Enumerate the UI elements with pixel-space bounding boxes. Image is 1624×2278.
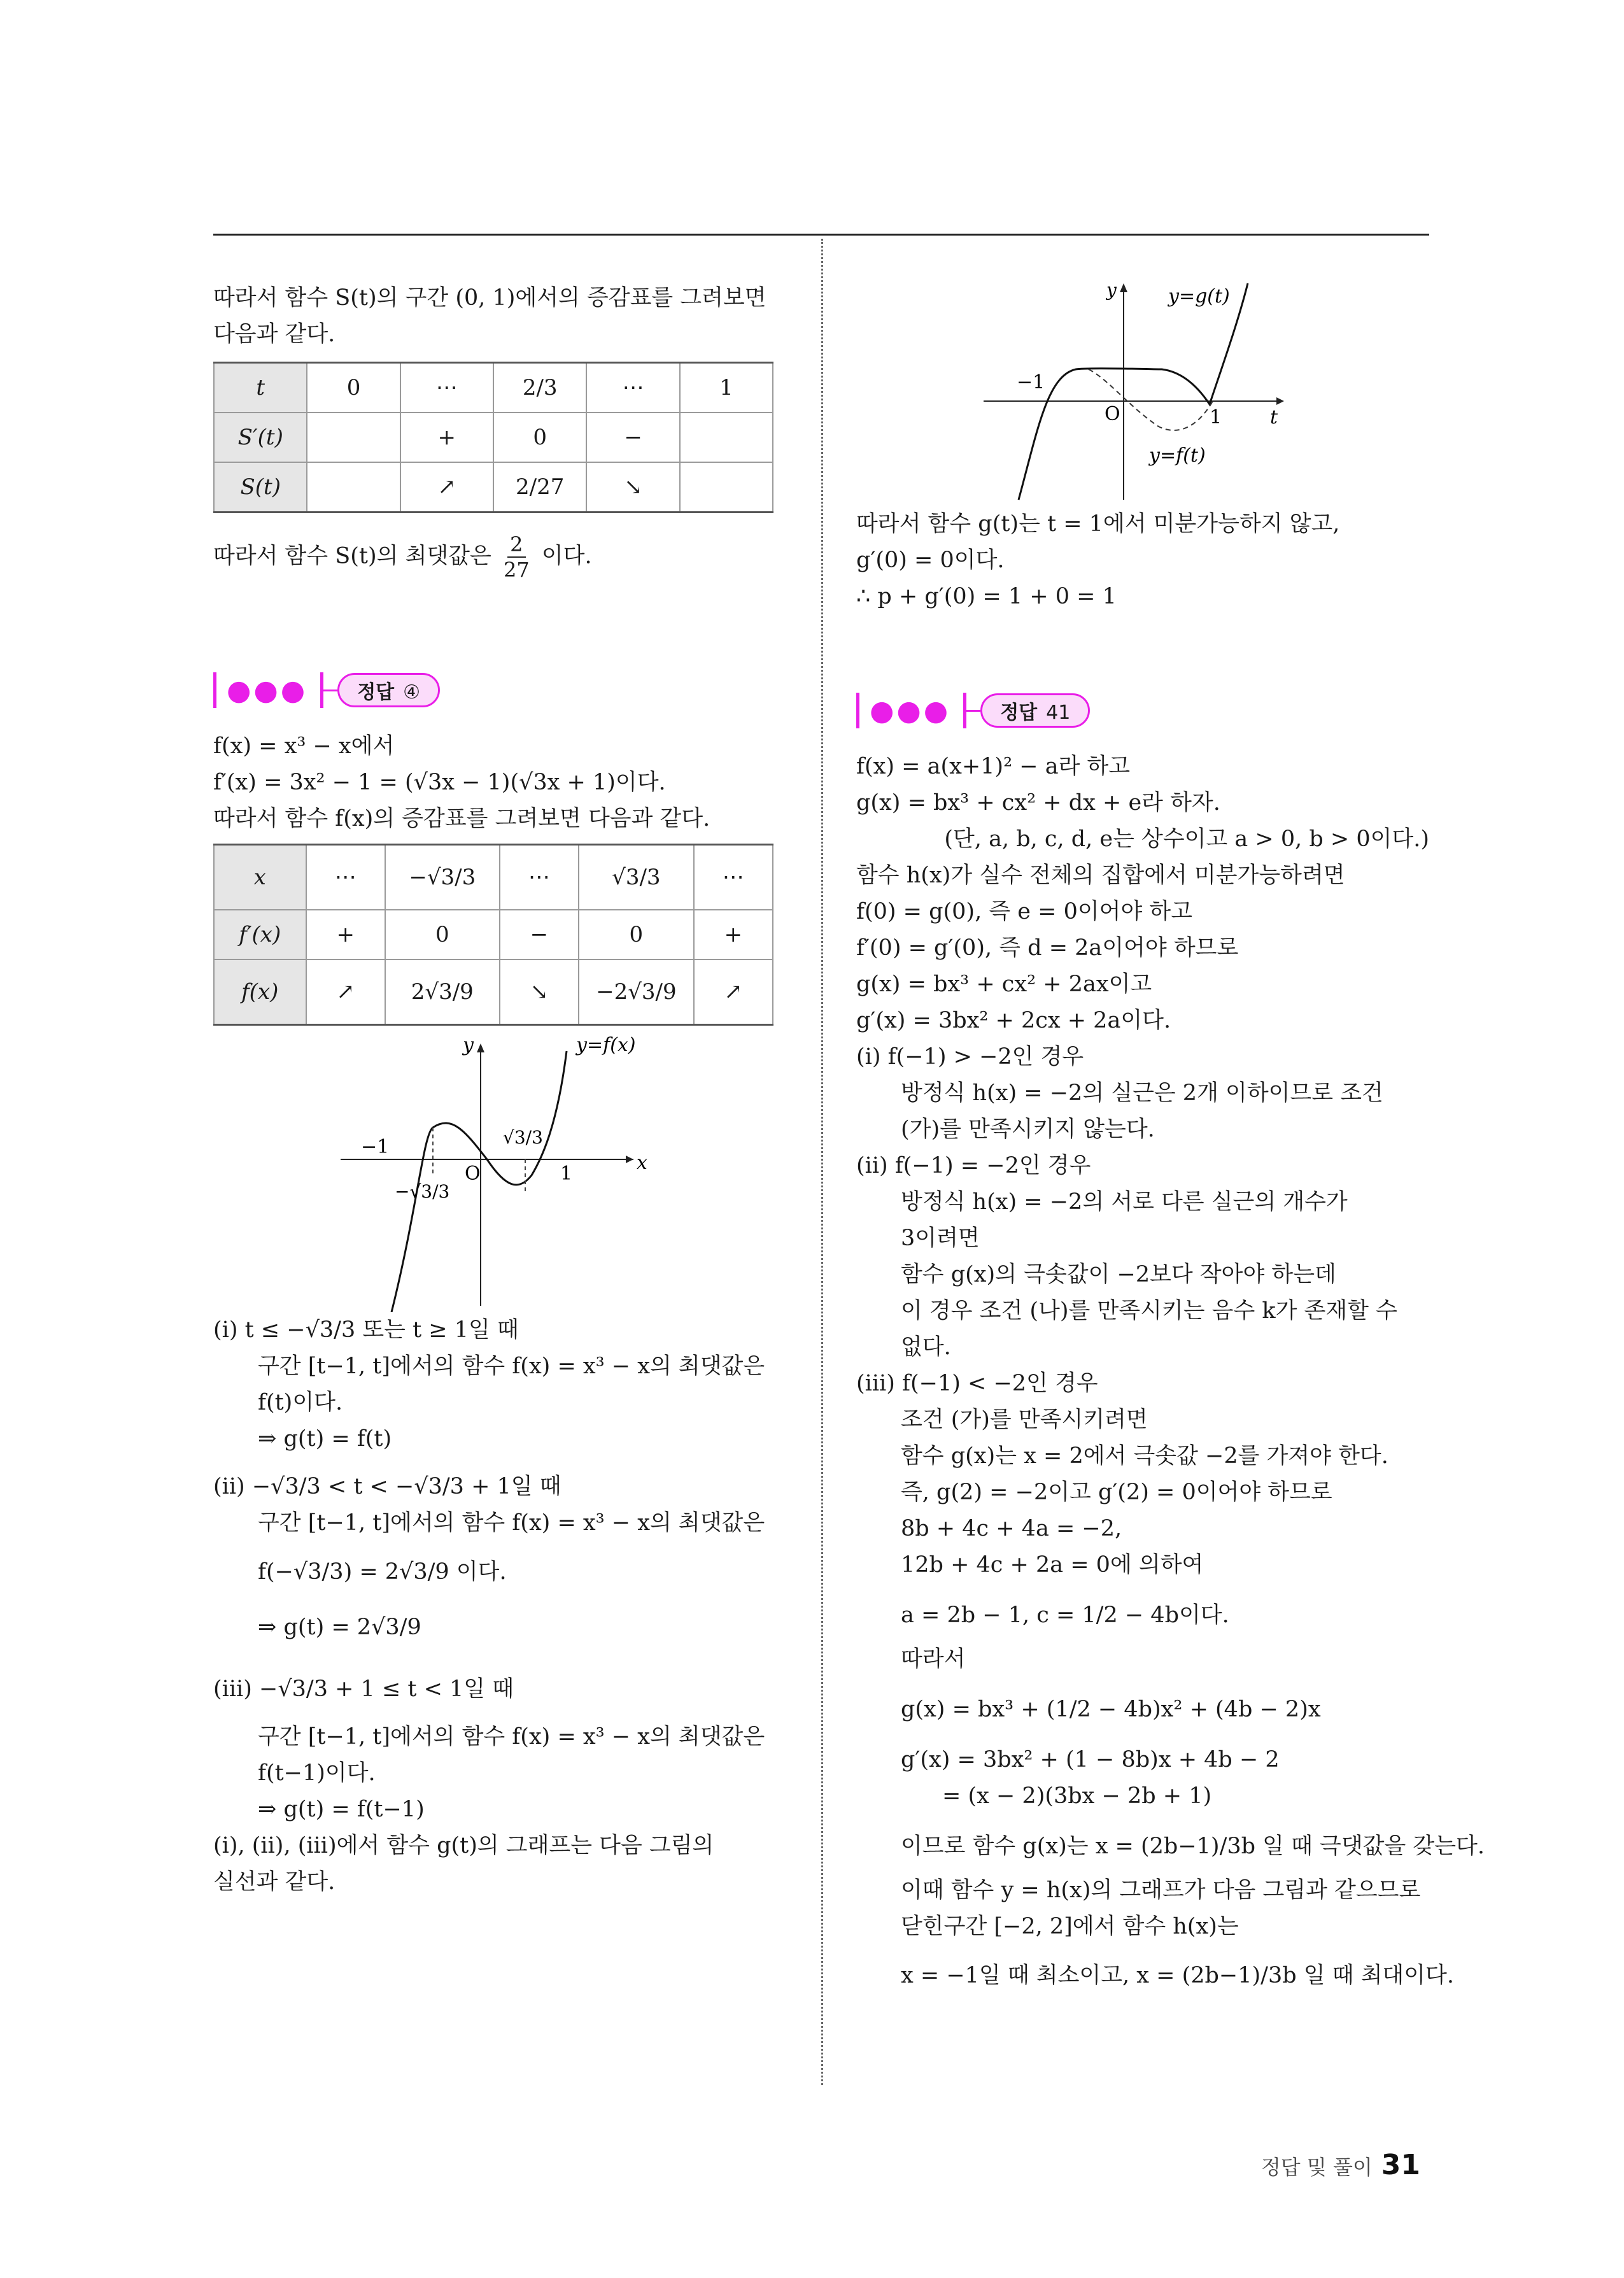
s-line: 8b + 4c + 4a = −2, xyxy=(901,1516,1122,1541)
table-cell: t xyxy=(214,363,307,413)
s-line: 12b + 4c + 2a = 0에 의하여 xyxy=(901,1552,1204,1578)
table-cell: S(t) xyxy=(214,462,307,513)
table-cell: ↗ xyxy=(306,959,385,1025)
case-1-head: (ⅰ) t ≤ −√3/3 또는 t ≥ 1일 때 xyxy=(213,1317,519,1343)
tick-pos-root: √3/3 xyxy=(503,1127,543,1148)
s-line: 없다. xyxy=(901,1334,951,1360)
f-table xyxy=(213,844,773,1026)
table-cell: ↘ xyxy=(586,462,679,513)
s-line: 함수 g(x)는 x = 2에서 극솟값 −2를 가져야 한다. xyxy=(901,1443,1388,1469)
table-cell: ⋯ xyxy=(694,845,773,910)
case-3-line: f(t−1)이다. xyxy=(258,1760,376,1786)
s-line: g(x) = bx³ + (1/2 − 4b)x² + (4b − 2)x xyxy=(901,1697,1321,1722)
top-rule xyxy=(213,234,1429,236)
table-row xyxy=(214,959,773,1025)
tick-neg-root: −√3/3 xyxy=(395,1181,450,1202)
case-2-line: ⇒ g(t) = 2√3/9 xyxy=(258,1615,421,1640)
table-row xyxy=(214,910,773,959)
table-cell: ↗ xyxy=(400,462,493,513)
s-line: g′(x) = 3bx² + (1 − 8b)x + 4b − 2 xyxy=(901,1747,1280,1772)
table-cell: 0 xyxy=(307,363,400,413)
answer-pill xyxy=(337,673,440,707)
badge-bar xyxy=(856,693,859,728)
case-2-line: f(−√3/3) = 2√3/9 이다. xyxy=(258,1559,507,1585)
badge-dots-icon: ●●● xyxy=(870,694,951,727)
eq-line: f′(x) = 3x² − 1 = (√3x − 1)(√3x + 1)이다. xyxy=(213,770,666,795)
s-line: g′(x) = 3bx² + 2cx + 2a이다. xyxy=(856,1008,1171,1033)
g-graph xyxy=(856,271,1429,506)
s-line: 닫힌구간 [−2, 2]에서 함수 h(x)는 xyxy=(901,1914,1239,1939)
table-cell: − xyxy=(500,910,579,959)
max-text-b: 이다. xyxy=(541,543,592,569)
case-2-line: 구간 [t−1, t]에서의 함수 f(x) = x³ − x의 최댓값은 xyxy=(258,1510,765,1536)
eq-line: 따라서 함수 f(x)의 증감표를 그려보면 다음과 같다. xyxy=(213,806,710,831)
case-1-line: ⇒ g(t) = f(t) xyxy=(258,1426,392,1452)
table-row xyxy=(214,363,773,413)
max-fraction xyxy=(501,532,532,582)
answer-value: 41 xyxy=(1046,702,1071,724)
s-line: 따라서 xyxy=(901,1646,966,1672)
curve-label: y=f(x) xyxy=(576,1034,636,1056)
s-line: 함수 h(x)가 실수 전체의 집합에서 미분가능하려면 xyxy=(856,863,1345,888)
max-numerator: 2 xyxy=(507,532,525,558)
s-line: 이때 함수 y = h(x)의 그래프가 다음 그림과 같으므로 xyxy=(901,1878,1421,1903)
table-cell: + xyxy=(694,910,773,959)
case-3-head: (ⅲ) −√3/3 + 1 ≤ t < 1일 때 xyxy=(213,1676,514,1702)
s-line: 조건 (가)를 만족시키려면 xyxy=(901,1407,1148,1433)
s-line: f(x) = a(x+1)² − a라 하고 xyxy=(856,754,1131,779)
answer-badge xyxy=(856,691,1090,730)
table-row xyxy=(214,413,773,462)
badge-connector xyxy=(323,690,337,691)
badge-connector xyxy=(966,710,980,712)
s-line: a = 2b − 1, c = 1/2 − 4b이다. xyxy=(901,1602,1229,1628)
case-1-line: f(t)이다. xyxy=(258,1390,343,1415)
s-line: 함수 g(x)의 극솟값이 −2보다 작아야 하는데 xyxy=(901,1262,1336,1287)
intro-line-2: 다음과 같다. xyxy=(213,322,335,347)
s-line: 이므로 함수 g(x)는 x = (2b−1)/3b 일 때 극댓값을 갖는다. xyxy=(901,1834,1485,1859)
s-line: 방정식 h(x) = −2의 실근은 2개 이하이므로 조건 xyxy=(901,1080,1383,1106)
table-cell: √3/3 xyxy=(579,845,693,910)
table-cell: ↗ xyxy=(694,959,773,1025)
case-2-head: (ⅱ) −√3/3 < t < −√3/3 + 1일 때 xyxy=(213,1474,561,1499)
f-label: y=f(t) xyxy=(1149,444,1206,467)
tick-one: 1 xyxy=(1210,406,1222,428)
table-cell: 1 xyxy=(680,363,773,413)
y-axis-arrow-icon xyxy=(477,1043,484,1052)
table-cell xyxy=(680,462,773,513)
table-cell: 2/27 xyxy=(493,462,587,513)
s-line: (가)를 만족시키지 않는다. xyxy=(901,1117,1155,1142)
table-row xyxy=(214,845,773,910)
eq-line: f(x) = x³ − x에서 xyxy=(213,733,395,759)
max-line xyxy=(213,532,786,582)
f-graph xyxy=(213,1032,773,1312)
table-cell: 2/3 xyxy=(493,363,587,413)
origin-label: O xyxy=(465,1163,481,1185)
y-label: y xyxy=(463,1034,474,1056)
t-label: t xyxy=(1270,406,1278,428)
origin-label: O xyxy=(1105,403,1120,425)
s-line: = (x − 2)(3bx − 2b + 1) xyxy=(942,1783,1212,1809)
case-3-line: 구간 [t−1, t]에서의 함수 f(x) = x³ − x의 최댓값은 xyxy=(258,1724,765,1750)
page-number: 31 xyxy=(1381,2149,1420,2181)
answer-pill xyxy=(980,693,1090,728)
footer-section: 정답 및 풀이 xyxy=(1260,2155,1373,2179)
conclusion-line: 실선과 같다. xyxy=(213,1869,335,1895)
table-cell: − xyxy=(586,413,679,462)
s-case-head: (ⅲ) f(−1) < −2인 경우 xyxy=(856,1371,1098,1396)
table-cell: 0 xyxy=(579,910,693,959)
s-line: 방정식 h(x) = −2의 서로 다른 실근의 개수가 xyxy=(901,1189,1348,1215)
table-row xyxy=(214,462,773,513)
table-cell: ⋯ xyxy=(400,363,493,413)
table-cell xyxy=(307,462,400,513)
r-line: ∴ p + g′(0) = 1 + 0 = 1 xyxy=(856,584,1117,609)
tick-one: 1 xyxy=(560,1163,573,1185)
column-divider xyxy=(821,239,823,2085)
g-curve xyxy=(1019,283,1248,500)
badge-dots-icon: ●●● xyxy=(227,674,308,707)
answer-value: ④ xyxy=(403,681,421,704)
s-case-head: (ⅱ) f(−1) = −2인 경우 xyxy=(856,1153,1091,1178)
g-label: y=g(t) xyxy=(1168,285,1230,308)
table-cell: ⋯ xyxy=(306,845,385,910)
table-cell xyxy=(307,413,400,462)
s-line: g(x) = bx³ + cx² + dx + e라 하자. xyxy=(856,790,1220,816)
table-cell: −√3/3 xyxy=(385,845,500,910)
x-label: x xyxy=(637,1152,647,1174)
table-cell xyxy=(680,413,773,462)
table-cell: + xyxy=(306,910,385,959)
table-cell: S′(t) xyxy=(214,413,307,462)
s-line: f(0) = g(0), 즉 e = 0이어야 하고 xyxy=(856,899,1193,924)
s-line: f′(0) = g′(0), 즉 d = 2a이어야 하므로 xyxy=(856,935,1239,961)
s-line: g(x) = bx³ + cx² + 2ax이고 xyxy=(856,972,1152,997)
r-line: 따라서 함수 g(t)는 t = 1에서 미분가능하지 않고, xyxy=(856,511,1340,537)
case-3-line: ⇒ g(t) = f(t−1) xyxy=(258,1797,425,1822)
s-line: 이 경우 조건 (나)를 만족시키는 음수 k가 존재할 수 xyxy=(901,1298,1397,1324)
t-axis-arrow-icon xyxy=(1276,397,1284,405)
table-cell: ↘ xyxy=(500,959,579,1025)
table-cell: 2√3/9 xyxy=(385,959,500,1025)
s-line: 즉, g(2) = −2이고 g′(2) = 0이어야 하므로 xyxy=(901,1480,1332,1505)
s-line: x = −1일 때 최소이고, x = (2b−1)/3b 일 때 최대이다. xyxy=(901,1963,1454,1988)
x-axis-arrow-icon xyxy=(626,1156,633,1163)
y-label: y xyxy=(1106,279,1117,301)
max-text-a: 따라서 함수 S(t)의 최댓값은 xyxy=(213,543,491,569)
case-1-line: 구간 [t−1, t]에서의 함수 f(x) = x³ − x의 최댓값은 xyxy=(258,1354,765,1379)
right-column xyxy=(856,279,1485,1994)
r-line: g′(0) = 0이다. xyxy=(856,548,1005,573)
badge-bar xyxy=(213,672,216,708)
table-cell: 0 xyxy=(385,910,500,959)
answer-label: 정답 xyxy=(357,681,395,704)
intro-line-1: 따라서 함수 S(t)의 구간 (0, 1)에서의 증감표를 그려보면 xyxy=(213,285,766,311)
table-cell: x xyxy=(214,845,306,910)
answer-label: 정답 xyxy=(1000,702,1038,724)
table-cell: f′(x) xyxy=(214,910,306,959)
answer-badge xyxy=(213,671,440,709)
left-column xyxy=(213,280,786,1900)
conclusion-line: (ⅰ), (ⅱ), (ⅲ)에서 함수 g(t)의 그래프는 다음 그림의 xyxy=(213,1833,714,1858)
s-line: (단, a, b, c, d, e는 상수이고 a > 0, b > 0이다.) xyxy=(944,826,1429,852)
tick-neg-one: −1 xyxy=(1017,371,1045,393)
table-cell: ⋯ xyxy=(586,363,679,413)
max-denominator: 27 xyxy=(503,558,530,582)
table-cell: f(x) xyxy=(214,959,306,1025)
y-axis-arrow-icon xyxy=(1120,283,1127,292)
page-footer xyxy=(1261,2149,1420,2181)
s-case-head: (ⅰ) f(−1) > −2인 경우 xyxy=(856,1044,1084,1070)
table-cell: −2√3/9 xyxy=(579,959,693,1025)
table-cell: ⋯ xyxy=(500,845,579,910)
table-cell: + xyxy=(400,413,493,462)
s-table xyxy=(213,362,773,513)
tick-neg-one: −1 xyxy=(361,1136,390,1158)
s-line: 3이려면 xyxy=(901,1226,980,1251)
table-cell: 0 xyxy=(493,413,587,462)
